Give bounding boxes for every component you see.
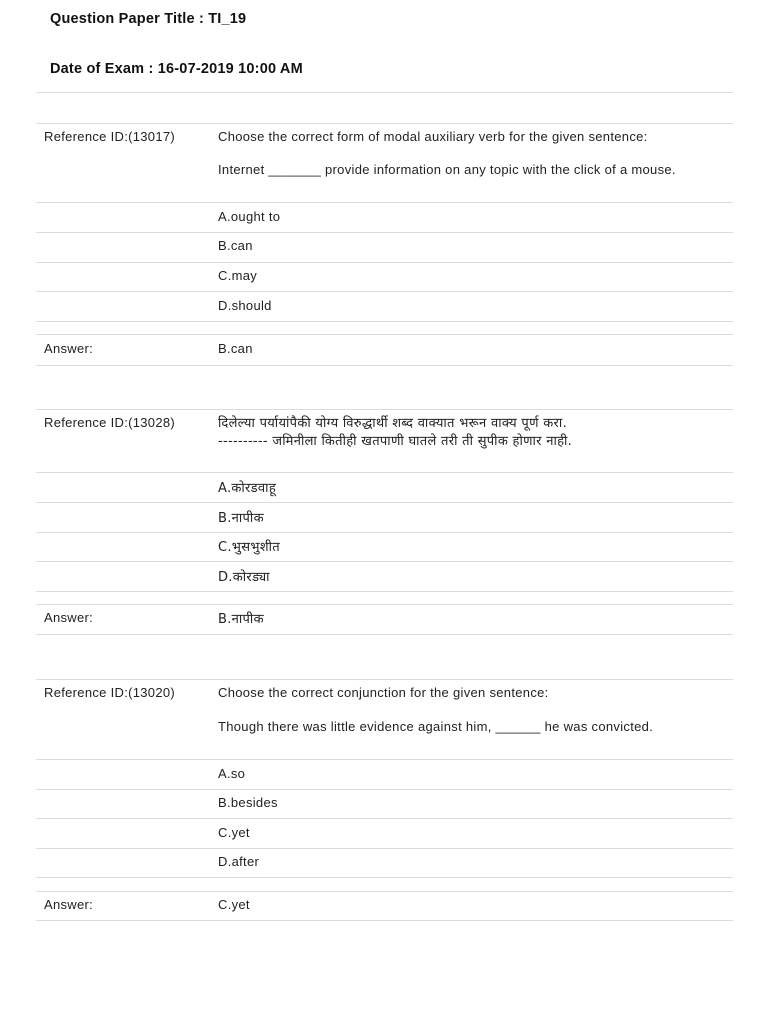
- question-sentence: Though there was little evidence against him, ______ he was convicted.: [218, 719, 654, 734]
- divider: [36, 502, 733, 503]
- divider: [36, 604, 733, 605]
- divider: [36, 759, 733, 760]
- divider: [36, 409, 733, 410]
- divider: [36, 232, 733, 233]
- divider: [36, 291, 733, 292]
- divider: [36, 877, 733, 878]
- divider: [36, 634, 733, 635]
- option-d: D.should: [218, 298, 272, 313]
- reference-id: Reference ID:(13017): [44, 129, 176, 144]
- answer-label: Answer:: [44, 341, 94, 356]
- answer-value: B.can: [218, 341, 253, 356]
- question-prompt: Choose the correct conjunction for the given sentence:: [218, 685, 549, 700]
- divider: [36, 679, 733, 680]
- divider: [36, 123, 733, 124]
- divider: [36, 202, 733, 203]
- option-c: C.भुसभुशीत: [218, 540, 280, 555]
- option-a: A.so: [218, 766, 246, 781]
- divider: [36, 334, 733, 335]
- question-sentence: ---------- जमिनीला कितीही खतपाणी घातले तरी ती सुपीक होणार नाही.: [218, 434, 573, 449]
- reference-id: Reference ID:(13028): [44, 415, 176, 430]
- divider: [36, 532, 733, 533]
- divider: [36, 818, 733, 819]
- question-prompt: Choose the correct form of modal auxiliary verb for the given sentence:: [218, 129, 648, 144]
- exam-date: Date of Exam : 16-07-2019 10:00 AM: [50, 61, 303, 77]
- option-b: B.can: [218, 238, 253, 253]
- divider: [36, 92, 733, 93]
- paper-title: Question Paper Title : TI_19: [50, 11, 247, 27]
- question-prompt: दिलेल्या पर्यायांपैकी योग्य विरुद्धार्थी शब्द वाक्यात भरून वाक्य पूर्ण करा.: [218, 416, 567, 431]
- divider: [36, 472, 733, 473]
- reference-id: Reference ID:(13020): [44, 685, 176, 700]
- option-c: C.yet: [218, 825, 250, 840]
- divider: [36, 920, 733, 921]
- option-a: A.ought to: [218, 209, 281, 224]
- divider: [36, 789, 733, 790]
- divider: [36, 561, 733, 562]
- answer-label: Answer:: [44, 897, 94, 912]
- divider: [36, 591, 733, 592]
- divider: [36, 848, 733, 849]
- divider: [36, 891, 733, 892]
- answer-label: Answer:: [44, 610, 94, 625]
- option-d: D.कोरड्या: [218, 570, 270, 585]
- answer-value: C.yet: [218, 897, 250, 912]
- question-sentence: Internet _______ provide information on any topic with the click of a mouse.: [218, 162, 676, 177]
- option-d: D.after: [218, 854, 260, 869]
- divider: [36, 365, 733, 366]
- option-b: B.besides: [218, 795, 278, 810]
- divider: [36, 262, 733, 263]
- option-a: A.कोरडवाहू: [218, 481, 277, 496]
- option-c: C.may: [218, 268, 258, 283]
- option-b: B.नापीक: [218, 511, 264, 526]
- answer-value: B.नापीक: [218, 612, 264, 627]
- divider: [36, 321, 733, 322]
